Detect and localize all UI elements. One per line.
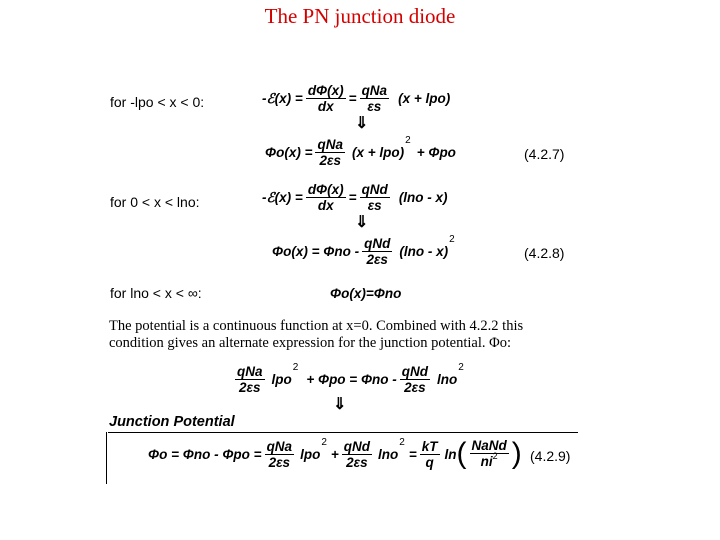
cont-term-2: lno <box>437 372 458 387</box>
jp-exp-2: 2 <box>399 436 405 448</box>
equation-potential-2 <box>272 236 455 267</box>
eq1-lhs: -ℰ(x) = <box>262 90 303 106</box>
eq4-frac-den: 2εs <box>366 252 388 267</box>
jp-frac3-num: kT <box>421 438 438 454</box>
eq2-frac-den: 2εs <box>319 153 341 168</box>
eq4-frac <box>362 236 392 267</box>
condition-1: for -lpo < x < 0: <box>110 94 205 110</box>
jp-exp-1: 2 <box>321 436 327 448</box>
cont-exp-2: 2 <box>458 362 464 373</box>
eq3-tail: (lno - x) <box>398 190 448 205</box>
cont-frac1-num: qNa <box>237 364 263 379</box>
equation-number-4-2-7: (4.2.7) <box>524 146 565 162</box>
jp-frac-1 <box>265 439 295 470</box>
eq1-frac-derivative <box>306 83 346 114</box>
jp-right-paren-icon: ) <box>511 437 522 470</box>
slide-title: The PN junction diode <box>264 4 456 28</box>
eq3-frac-num: dΦ(x) <box>307 182 344 197</box>
jp-plus: + <box>330 446 339 462</box>
jp-frac2-den: 2εs <box>346 454 368 470</box>
box-left-border <box>106 432 107 484</box>
jp-frac1-den: 2εs <box>268 454 291 470</box>
paragraph-line-2: condition gives an alternate expression for the junction potential. Φo: <box>109 335 511 351</box>
eq2-tail2: + Φpo <box>416 145 456 160</box>
eq1-frac-charge <box>360 83 390 114</box>
down-arrow-icon: ⇓ <box>355 115 369 132</box>
jp-left-paren-icon: ( <box>456 437 467 470</box>
eq2-exponent: 2 <box>405 135 411 146</box>
jp-frac4-num: NaNd <box>471 437 507 453</box>
jp-term-2: lno <box>378 446 399 462</box>
down-arrow-icon-2: ⇓ <box>355 214 369 231</box>
eq3-frac-charge <box>360 182 390 213</box>
cont-exp-1: 2 <box>292 362 299 373</box>
cont-frac2-num: qNd <box>401 364 429 379</box>
eq3-equals: = <box>348 190 357 205</box>
continuity-equation <box>232 364 464 395</box>
eq3-frac-den: dx <box>317 198 334 213</box>
eq4-tail: (lno - x) <box>399 244 449 259</box>
eq1-frac-num: dΦ(x) <box>307 83 344 98</box>
equation-field-2 <box>262 182 448 213</box>
jp-frac-2 <box>342 439 372 470</box>
eq3-lhs: -ℰ(x) = <box>262 189 303 205</box>
equation-field-1 <box>262 83 450 114</box>
cont-term-1: lpo <box>271 372 292 387</box>
jp-frac2-num: qNd <box>343 438 371 454</box>
equation-number-4-2-9: (4.2.9) <box>530 448 571 464</box>
jp-frac4-den-exp: 2 <box>492 450 498 461</box>
eq2-tail: (x + lpo) <box>352 145 405 160</box>
equation-potential-1 <box>265 137 456 168</box>
jp-ln: ln <box>444 446 457 462</box>
eq4-exponent: 2 <box>449 234 455 245</box>
paragraph-line-1: The potential is a continuous function at x=0. Combined with 4.2.2 this <box>109 318 524 334</box>
junction-potential-equation <box>148 437 522 471</box>
jp-frac4-den-text: ni <box>480 453 493 469</box>
eq3-frac-derivative <box>306 182 346 213</box>
eq1-equals: = <box>348 91 357 106</box>
jp-frac-4 <box>470 438 509 471</box>
cont-frac-1 <box>235 364 265 395</box>
equation-potential-3: Φo(x)=Φno <box>330 286 402 301</box>
jp-term-1: lpo <box>300 446 321 462</box>
jp-frac4-den <box>479 450 500 471</box>
jp-lhs: Φo = Φno - Φpo = <box>148 446 262 462</box>
eq1-tail: (x + lpo) <box>398 91 451 106</box>
down-arrow-icon-3: ⇓ <box>333 396 347 413</box>
eq3-frac2-num: qNd <box>361 182 388 197</box>
box-top-border <box>108 432 578 433</box>
eq2-frac-num: qNa <box>317 137 343 152</box>
eq1-frac2-den: εs <box>367 99 382 114</box>
junction-potential-heading: Junction Potential <box>109 414 235 430</box>
cont-frac2-den: 2εs <box>404 380 426 395</box>
eq4-lhs: Φo(x) = Φno - <box>272 244 360 259</box>
condition-3: for lno < x < ∞: <box>110 285 202 301</box>
eq2-lhs: Φo(x) = <box>265 145 313 160</box>
eq4-frac-num: qNd <box>364 236 391 251</box>
eq1-frac-den: dx <box>317 99 334 114</box>
eq2-frac <box>315 137 345 168</box>
cont-mid: + Φpo = Φno - <box>306 372 397 387</box>
cont-frac1-den: 2εs <box>239 380 261 395</box>
jp-frac1-num: qNa <box>266 438 293 454</box>
equation-number-4-2-8: (4.2.8) <box>524 245 565 261</box>
jp-equals: = <box>408 446 417 462</box>
jp-frac3-den: q <box>425 454 434 470</box>
eq1-frac2-num: qNa <box>361 83 388 98</box>
cont-frac-2 <box>400 364 430 395</box>
condition-2: for 0 < x < lno: <box>110 194 200 210</box>
jp-frac-3 <box>420 439 440 470</box>
eq3-frac2-den: εs <box>367 198 382 213</box>
